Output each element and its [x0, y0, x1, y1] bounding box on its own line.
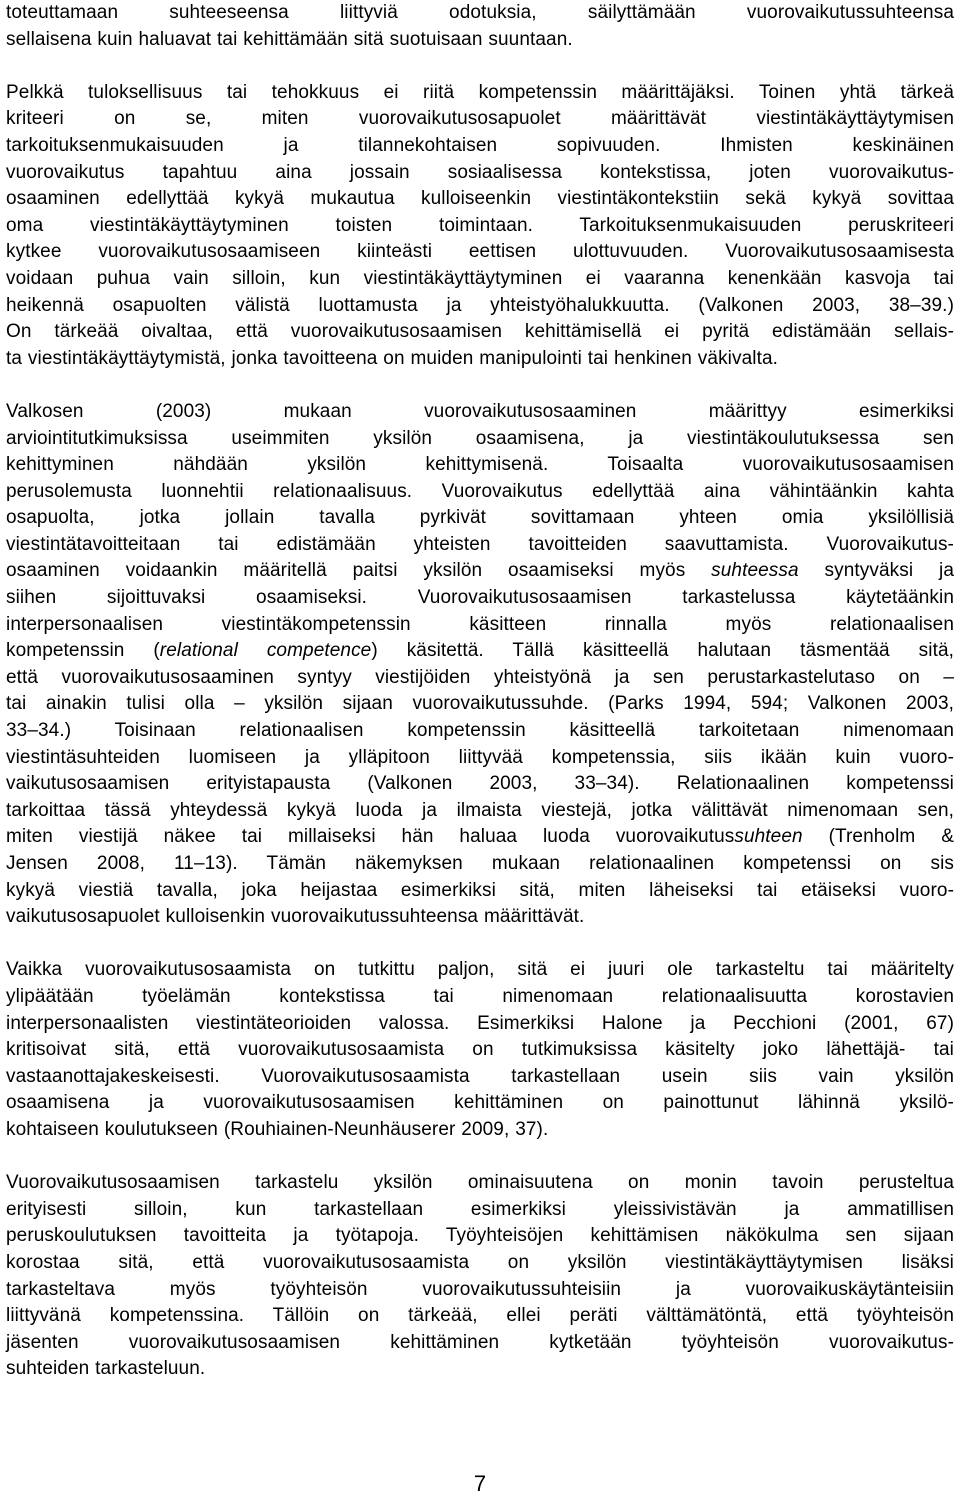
text-line: tarkoittaa tässä yhteydessä kykyä luoda ja ilmaista viestejä, jotka välittävät nimenomaan sen,: [6, 799, 954, 821]
text-line: Vuorovaikutusosaamisen tarkastelu yksilön ominaisuutena on monin tavoin perusteltua: [6, 1172, 954, 1194]
text-line: interpersonaalisten viestintäteorioiden valossa. Esimerkiksi Halone ja Pecchioni (2001, 67): [6, 1012, 954, 1034]
text-line: oma viestintäkäyttäytyminen toisten toimintaan. Tarkoituksenmukaisuuden peruskriteeri: [6, 214, 954, 236]
text-line: Pelkkä tuloksellisuus tai tehokkuus ei riitä kompetenssin määrittäjäksi. Toinen yhtä tärkeä: [6, 81, 954, 103]
text-line: Valkosen (2003) mukaan vuorovaikutusosaaminen määrittyy esimerkiksi: [6, 400, 954, 422]
text-line: kytkee vuorovaikutusosaamiseen kiinteästi eettisen ulottuvuuden. Vuorovaikutusosaamisesta: [6, 241, 954, 263]
text-line: tarkoituksenmukaisuuden ja tilannekohtaisen sopivuuden. Ihmisten keskinäinen: [6, 134, 954, 156]
text-line: osaaminen voidaankin määritellä paitsi yksilön osaamiseksi myös suhteessa syntyväksi ja: [6, 560, 954, 582]
paragraph-gap: [6, 372, 954, 399]
text-line: 33–34.) Toisinaan relationaalisen kompetenssin käsitteellä tarkoitetaan nimenomaan: [6, 720, 954, 742]
paragraph-gap: [6, 53, 954, 80]
text-line: kritisoivat sitä, että vuorovaikutusosaamista on tutkimuksissa käsitelty joko lähettäjä- tai: [6, 1039, 954, 1061]
text-line: heikennä osapuolten välistä luottamusta ja yhteistyöhalukkuutta. (Valkonen 2003, 38–39.): [6, 294, 954, 316]
text-line: suhteiden tarkasteluun.: [6, 1358, 206, 1380]
text-line: voidaan puhua vain silloin, kun viestintäkäyttäytyminen ei vaaranna kenenkään kasvoja tai: [6, 267, 954, 289]
text-line: tai ainakin tulisi olla – yksilön sijaan vuorovaikutussuhde. (Parks 1994, 594; Valkonen 2003,: [6, 693, 954, 715]
text-line: vastaanottajakeskeisesti. Vuorovaikutusosaamista tarkastellaan usein siis vain yksilön: [6, 1065, 954, 1087]
text-line: viestintätavoitteitaan tai edistämään yhteisten tavoitteiden saavuttamista. Vuorovaikutus-: [6, 533, 954, 555]
text-line: jäsenten vuorovaikutusosaamisen kehittäminen kytketään työyhteisön vuorovaikutus-: [6, 1331, 954, 1353]
text-line: Jensen 2008, 11–13). Tämän näkemyksen mukaan relationaalinen kompetenssi on sis: [6, 853, 954, 874]
text-line: kompetenssin (relational competence) käsitettä. Tällä käsitteellä halutaan täsmentää sitä,: [6, 640, 954, 662]
text-line: kehittyminen nähdään yksilön kehittymisenä. Toisaalta vuorovaikutusosaamisen: [6, 454, 954, 476]
text-line: On tärkeää oivaltaa, että vuorovaikutusosaamisen kehittämisellä ei pyritä edistämään sellais-: [6, 321, 954, 343]
paragraph: [6, 399, 954, 931]
text-line: että vuorovaikutusosaaminen syntyy viestijöiden yhteistyönä ja sen perustarkastelutaso on –: [6, 666, 954, 688]
paragraph: [6, 0, 954, 53]
body-text: [6, 0, 954, 1383]
paragraph-gap: [6, 1144, 954, 1171]
paragraph: [6, 80, 954, 373]
text-line: tarkasteltava myös työyhteisön vuorovaikutussuhteisiin ja vuorovaikuskäytänteisiin: [6, 1278, 954, 1300]
document-page: [6, 0, 954, 1383]
page-number: 7: [473, 1471, 487, 1496]
text-line: perusolemusta luonnehtii relationaalisuus. Vuorovaikutus edellyttää aina vähintäänkin kahta: [6, 480, 954, 502]
text-line: viestintäsuhteiden luomiseen ja ylläpitoon liittyvää kompetenssia, siis ikään kuin vuoro-: [6, 746, 954, 768]
text-line: liittyvänä kompetenssina. Tällöin on tärkeää, ellei peräti välttämätöntä, että työyhteisön: [6, 1305, 954, 1327]
text-line: erityisesti silloin, kun tarkastellaan esimerkiksi yleissivistävän ja ammatillisen: [6, 1198, 954, 1220]
text-line: peruskoulutuksen tavoitteita ja työtapoja. Työyhteisöjen kehittämisen näkökulma sen sijaan: [6, 1225, 954, 1247]
paragraph: [6, 957, 954, 1143]
text-line: siihen sijoittuvaksi osaamiseksi. Vuorovaikutusosaamisen tarkastelussa käytetäänkin: [6, 587, 954, 609]
text-line: vaikutusosapuolet kulloisenkin vuorovaikutussuhteensa määrittävät.: [6, 906, 585, 928]
text-line: vuorovaikutus tapahtuu aina jossain sosiaalisessa kontekstissa, joten vuorovaikutus-: [6, 161, 954, 183]
text-line: miten viestijä näkee tai millaiseksi hän haluaa luoda vuorovaikutussuhteen (Trenholm &: [6, 826, 954, 848]
text-line: kohtaiseen koulutukseen (Rouhiainen-Neunhäuserer 2009, 37).: [6, 1118, 549, 1140]
text-line: osaaminen edellyttää kykyä mukautua kulloiseenkin viestintäkontekstiin sekä kykyä sovittaa: [6, 188, 954, 210]
paragraph-gap: [6, 931, 954, 958]
text-line: ylipäätään työelämän kontekstissa tai nimenomaan relationaalisuutta korostavien: [6, 985, 954, 1007]
text-line: interpersonaalisen viestintäkompetenssin käsitteen rinnalla myös relationaalisen: [6, 613, 954, 635]
text-line: osaamisena ja vuorovaikutusosaamisen kehittäminen on painottunut lähinnä yksilö-: [6, 1092, 954, 1114]
text-line: Vaikka vuorovaikutusosaamista on tutkittu paljon, sitä ei juuri ole tarkasteltu tai määritelty: [6, 959, 954, 981]
text-line: kriteeri on se, miten vuorovaikutusosapuolet määrittävät viestintäkäyttäytymisen: [6, 108, 954, 130]
text-line: kykyä viestiä tavalla, joka heijastaa esimerkiksi sitä, miten läheiseksi tai etäiseksi vuoro-: [6, 879, 954, 901]
text-line: toteuttamaan suhteeseensa liittyviä odotuksia, säilyttämään vuorovaikutussuhteensa: [6, 2, 954, 23]
text-line: korostaa sitä, että vuorovaikutusosaamista on yksilön viestintäkäyttäytymisen lisäksi: [6, 1251, 954, 1273]
text-line: ta viestintäkäyttäytymistä, jonka tavoitteena on muiden manipulointi tai henkinen väkivalta.: [6, 347, 779, 369]
text-line: arviointitutkimuksissa useimmiten yksilön osaamisena, ja viestintäkoulutuksessa sen: [6, 427, 954, 449]
text-line: osapuolta, jotka jollain tavalla pyrkivät sovittamaan yhteen omia yksilöllisiä: [6, 507, 954, 529]
text-line: vaikutusosaamisen erityistapausta (Valkonen 2003, 33–34). Relationaalinen kompetenssi: [6, 773, 954, 795]
text-line: sellaisena kuin haluavat tai kehittämään sitä suotuisaan suuntaan.: [6, 28, 573, 50]
paragraph: [6, 1170, 954, 1383]
